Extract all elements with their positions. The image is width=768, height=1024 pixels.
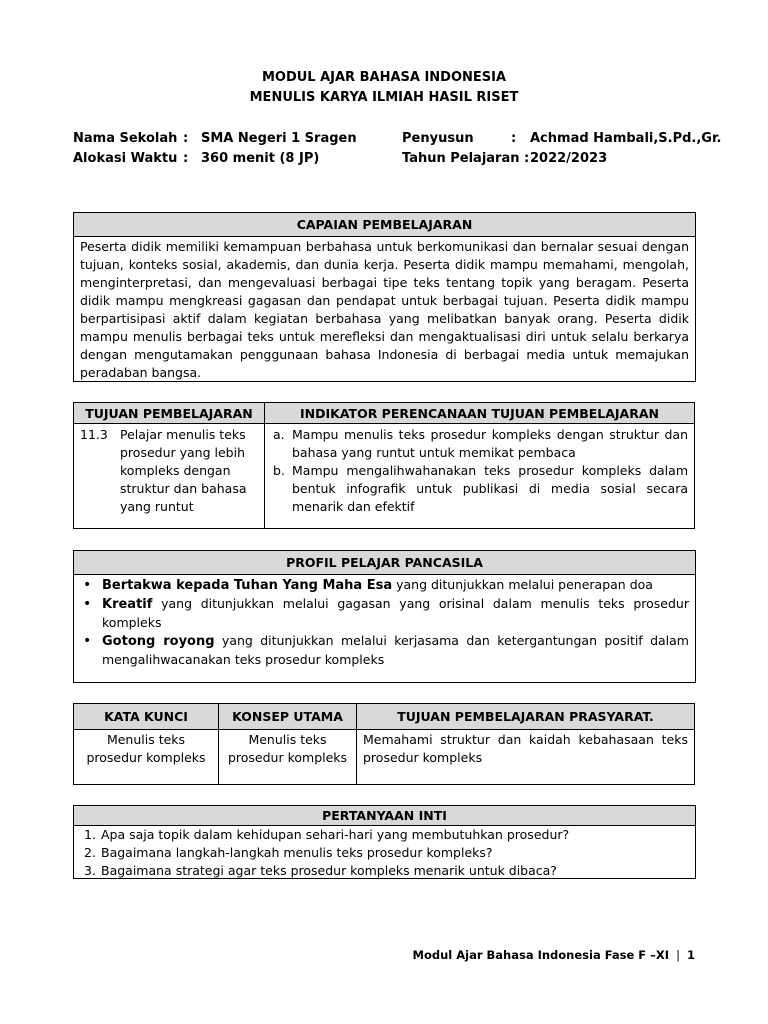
tujuan-goal-cell bbox=[74, 424, 265, 529]
author-label: Penyusun bbox=[402, 131, 474, 146]
tujuan-col1-heading: TUJUAN PEMBELAJARAN bbox=[74, 403, 265, 424]
tujuan-table bbox=[73, 402, 695, 529]
profil-list bbox=[74, 575, 695, 669]
indicator-marker: b. bbox=[273, 463, 285, 478]
profil-box bbox=[73, 550, 696, 683]
pertanyaan-box bbox=[73, 805, 696, 879]
school-value: SMA Negeri 1 Sragen bbox=[201, 131, 357, 146]
pertanyaan-heading: PERTANYAAN INTI bbox=[74, 806, 695, 826]
year-value: 2022/2023 bbox=[530, 151, 608, 166]
kunci-col2-heading: KONSEP UTAMA bbox=[219, 704, 357, 730]
author-colon: : bbox=[511, 131, 517, 146]
goal-number: 11.3 bbox=[80, 427, 108, 442]
page-number: 1 bbox=[686, 948, 695, 962]
page-footer bbox=[413, 948, 695, 962]
footer-text: Modul Ajar Bahasa Indonesia Fase F –XI bbox=[412, 948, 670, 962]
profil-item-rest: yang ditunjukkan melalui gagasan yang orisinal dalam menulis teks prosedur kompleks bbox=[102, 596, 689, 630]
document-title-line1: MODUL AJAR BAHASA INDONESIA bbox=[261, 70, 507, 85]
kunci-col3-cell: Memahami struktur dan kaidah kebahasaan teks prosedur kompleks bbox=[357, 730, 695, 785]
kunci-col3-heading: TUJUAN PEMBELAJARAN PRASYARAT. bbox=[357, 704, 695, 730]
indicator-item bbox=[273, 426, 688, 462]
school-label: Nama Sekolah bbox=[73, 131, 178, 146]
profil-item bbox=[74, 576, 689, 595]
profil-item-bold: Gotong royong bbox=[102, 634, 215, 649]
question-text: Bagaimana langkah-langkah menulis teks prosedur kompleks? bbox=[101, 845, 493, 860]
question-item bbox=[84, 826, 689, 844]
author-value: Achmad Hambali,S.Pd.,Gr. bbox=[530, 131, 722, 146]
document-title-line2: MENULIS KARYA ILMIAH HASIL RISET bbox=[249, 90, 519, 105]
question-item bbox=[84, 844, 689, 862]
profil-item-rest: yang ditunjukkan melalui penerapan doa bbox=[392, 577, 653, 592]
indicator-item bbox=[273, 462, 688, 516]
profil-heading: PROFIL PELAJAR PANCASILA bbox=[74, 551, 695, 575]
year-label: Tahun Pelajaran : bbox=[402, 151, 530, 166]
kunci-table bbox=[73, 703, 695, 785]
kunci-col2-cell: Menulis teks prosedur kompleks bbox=[219, 730, 357, 785]
indicator-text: Mampu menulis teks prosedur kompleks dengan struktur dan bahasa yang runtut untuk memikat pembaca bbox=[292, 427, 688, 460]
capaian-text: Peserta didik memiliki kemampuan berbahasa untuk berkomunikasi dan bernalar sesuai dengan tujuan, konteks sosial, akademis, dan dunia kerja. Peserta didik mampu memahami, mengolah, menginterpretasi, dan mengevaluasi berbagai tipe teks tentang topik yang beragam. Peserta didik mampu mengkreasi gagasan dan pendapat untuk berbagai tujuan. Peserta didik mampu berpartisipasi aktif dalam kegiatan berbahasa yang melibatkan banyak orang. Peserta didik mampu menulis berbagai teks untuk merefleksi dan mengaktualisasi diri untuk selalu berkarya dengan mengutamakan penggunaan bahasa Indonesia di berbagai media untuk memajukan peradaban bangsa. bbox=[80, 239, 689, 380]
indicator-text: Mampu mengalihwahanakan teks prosedur kompleks dalam bentuk infografik untuk publikasi di media sosial secara menarik dan efektif bbox=[292, 463, 688, 514]
time-value: 360 menit (8 JP) bbox=[201, 151, 320, 166]
question-marker: 1. bbox=[84, 827, 96, 842]
goal-text: Pelajar menulis teks prosedur yang lebih kompleks dengan struktur dan bahasa yang runtut bbox=[120, 427, 247, 514]
question-text: Bagaimana strategi agar teks prosedur kompleks menarik untuk dibaca? bbox=[101, 863, 557, 878]
question-text: Apa saja topik dalam kehidupan sehari-hari yang membutuhkan prosedur? bbox=[101, 827, 570, 842]
tujuan-indicators-cell bbox=[265, 424, 695, 529]
kunci-col1-cell: Menulis teks prosedur kompleks bbox=[74, 730, 219, 785]
time-colon: : bbox=[183, 151, 189, 166]
profil-item-rest: yang ditunjukkan melalui kerjasama dan ketergantungan positif dalam mengalihwacanakan teks prosedur kompleks bbox=[102, 633, 689, 667]
question-marker: 2. bbox=[84, 845, 96, 860]
profil-item bbox=[74, 632, 689, 669]
question-marker: 3. bbox=[84, 863, 96, 878]
indicator-marker: a. bbox=[273, 427, 285, 442]
kunci-col1-heading: KATA KUNCI bbox=[74, 704, 219, 730]
capaian-heading: CAPAIAN PEMBELAJARAN bbox=[74, 213, 695, 237]
footer-separator: | bbox=[676, 948, 680, 962]
pertanyaan-list bbox=[74, 826, 695, 880]
profil-item bbox=[74, 595, 689, 632]
profil-item-bold: Kreatif bbox=[102, 597, 153, 612]
question-item bbox=[84, 862, 689, 880]
capaian-box bbox=[73, 212, 696, 382]
time-label: Alokasi Waktu bbox=[73, 151, 178, 166]
school-colon: : bbox=[183, 131, 189, 146]
tujuan-col2-heading: INDIKATOR PERENCANAAN TUJUAN PEMBELAJARAN bbox=[265, 403, 695, 424]
profil-item-bold: Bertakwa kepada Tuhan Yang Maha Esa bbox=[102, 578, 393, 593]
